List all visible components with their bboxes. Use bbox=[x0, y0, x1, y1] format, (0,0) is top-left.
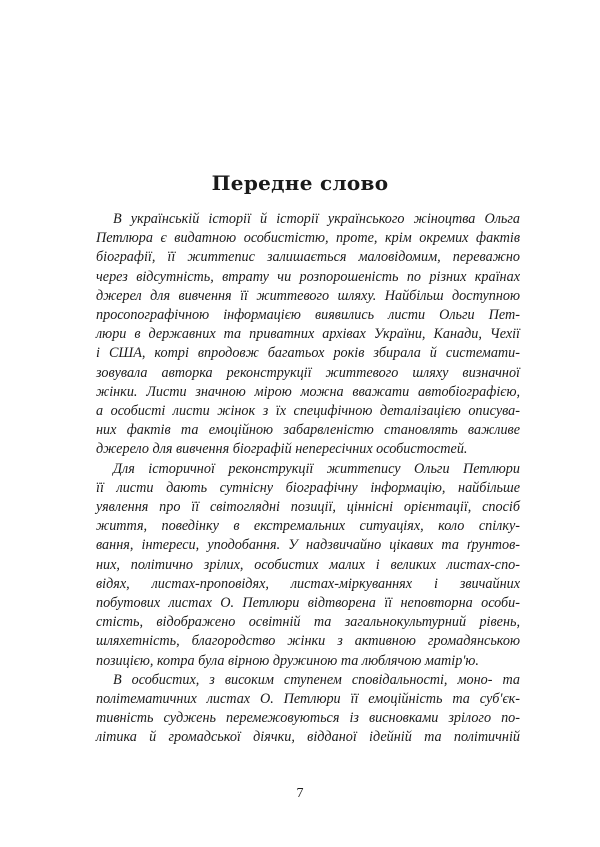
text-line: просопографічною інформацією виявились листи Ольги Пет- bbox=[96, 307, 520, 324]
page-number: 7 bbox=[296, 786, 304, 801]
text-line: шляхетність, благородство жінки з активною громадянською bbox=[96, 633, 520, 650]
text-line: вання, інтереси, уподобання. У надзвичайно цікавих та ґрунтов- bbox=[96, 537, 520, 554]
text-line: жінки. Листи значною мірою можна вважати автобіографією, bbox=[96, 383, 520, 400]
text-line: них, політично зрілих, особистих малих і великих листах-спо- bbox=[96, 556, 520, 573]
text-line: Петлюра є видатною особистістю, проте, крім окремих фактів bbox=[96, 230, 520, 247]
text-line: люри в державних та приватних архівах України, Канади, Чехії bbox=[96, 326, 520, 343]
text-line: В українській історії й історії українського жіноцтва Ольга bbox=[113, 211, 520, 227]
text-line: стість, відображено освітній та загальнокультурний рівень, bbox=[96, 614, 520, 631]
text-line: зовувала авторка реконструкції життевого шляху визначної bbox=[96, 364, 520, 381]
page-title: Передне слово bbox=[211, 171, 389, 195]
text-line: В особистих, з високим ступенем сповідальності, моно- та bbox=[113, 671, 520, 688]
text-line: політематичних листах О. Петлюри її емоційність та суб'єк- bbox=[96, 691, 520, 708]
text-line: позицією, котра була вірною дружиною та люблячою матір'ю. bbox=[96, 652, 479, 669]
text-line: тивність суджень перемежовуються із висновками зрілого по- bbox=[96, 710, 520, 727]
text-line: Для історичної реконструкції життепису Ольги Петлюри bbox=[113, 460, 520, 477]
text-line: джерел для вивчення її життевого шляху. Найбільш доступною bbox=[96, 287, 520, 304]
text-line: а особисті листи жінок з їх специфічною деталізацією описува- bbox=[96, 403, 520, 420]
text-line: джерело для вивчення біографій непересічних особистостей. bbox=[96, 441, 468, 458]
paragraph bbox=[96, 460, 520, 671]
text-line: побутових листах О. Петлюри відтворена її неповторна особи- bbox=[96, 595, 520, 612]
body-text bbox=[96, 210, 520, 748]
text-line: через відсутність, втрату чи розпорошеність по різних країнах bbox=[96, 268, 520, 285]
text-line: них фактів та емоційною забарвленістю становлять важливе bbox=[96, 422, 520, 439]
text-line: її листи дають сутнісну біографічну інформацію, найбільше bbox=[96, 479, 520, 496]
text-line: літика й громадської діячки, відданої ідейній та політичній bbox=[96, 729, 520, 746]
text-line: біографії, її життепис залишається маловідомим, переважно bbox=[96, 249, 520, 266]
text-line: і США, котрі впродовж багатьох років збирала й системати- bbox=[96, 345, 520, 362]
text-line: уявлення про її світоглядні позиції, ціннісні орієнтації, спосіб bbox=[96, 499, 520, 516]
text-line: життя, поведінку в екстремальних ситуаціях, коло спілку- bbox=[96, 518, 520, 535]
text-line: відях, листах-проповідях, листах-міркуваннях і звичайних bbox=[96, 575, 520, 592]
paragraph bbox=[96, 210, 520, 460]
paragraph bbox=[96, 671, 520, 748]
